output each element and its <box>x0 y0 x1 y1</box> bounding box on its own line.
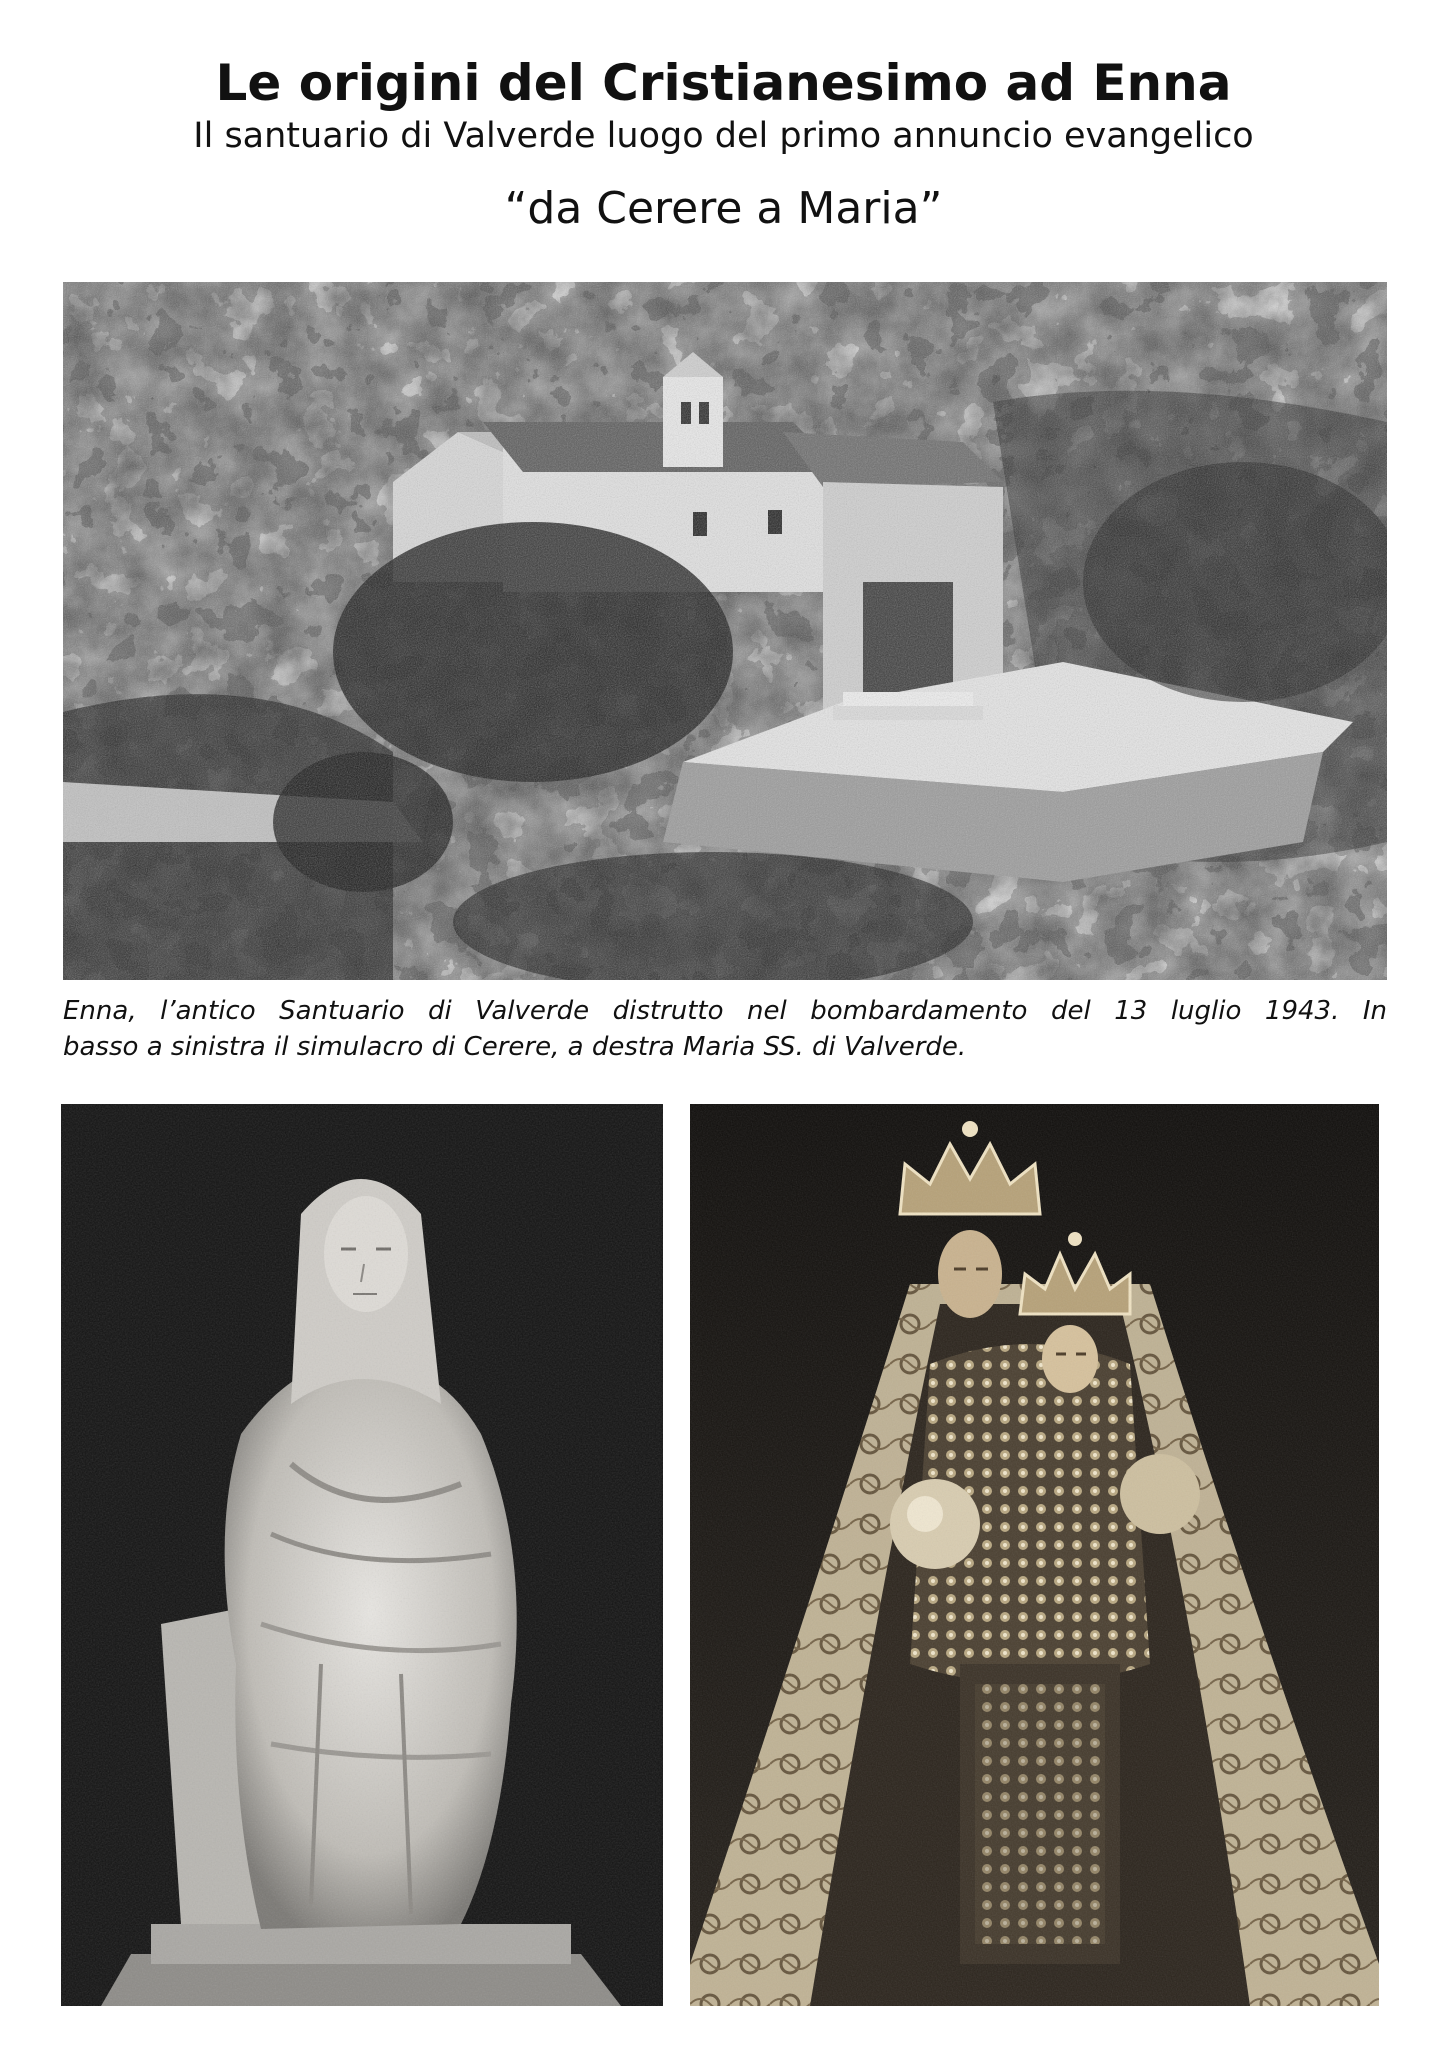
sanctuary-photo <box>63 282 1387 980</box>
photo-caption <box>63 993 1387 1065</box>
ceres-statue-image <box>61 1104 663 2006</box>
caption-line-1: Enna, l’antico Santuario di Valverde distrutto nel bombardamento del 13 luglio 1943. In <box>63 996 1387 1026</box>
caption-line-2: basso a sinistra il simulacro di Cerere, a destra Maria SS. di Valverde. <box>63 1032 967 1062</box>
page-subtitle: Il santuario di Valverde luogo del primo annuncio evangelico <box>193 116 1254 156</box>
madonna-valverde-image <box>690 1104 1379 2006</box>
page-quote: “da Cerere a Maria” <box>504 183 943 234</box>
ceres-statue-photo <box>61 1104 663 2006</box>
page-title: Le origini del Cristianesimo ad Enna <box>215 54 1232 112</box>
sanctuary-photo-image <box>63 282 1387 980</box>
madonna-valverde-photo <box>690 1104 1379 2006</box>
